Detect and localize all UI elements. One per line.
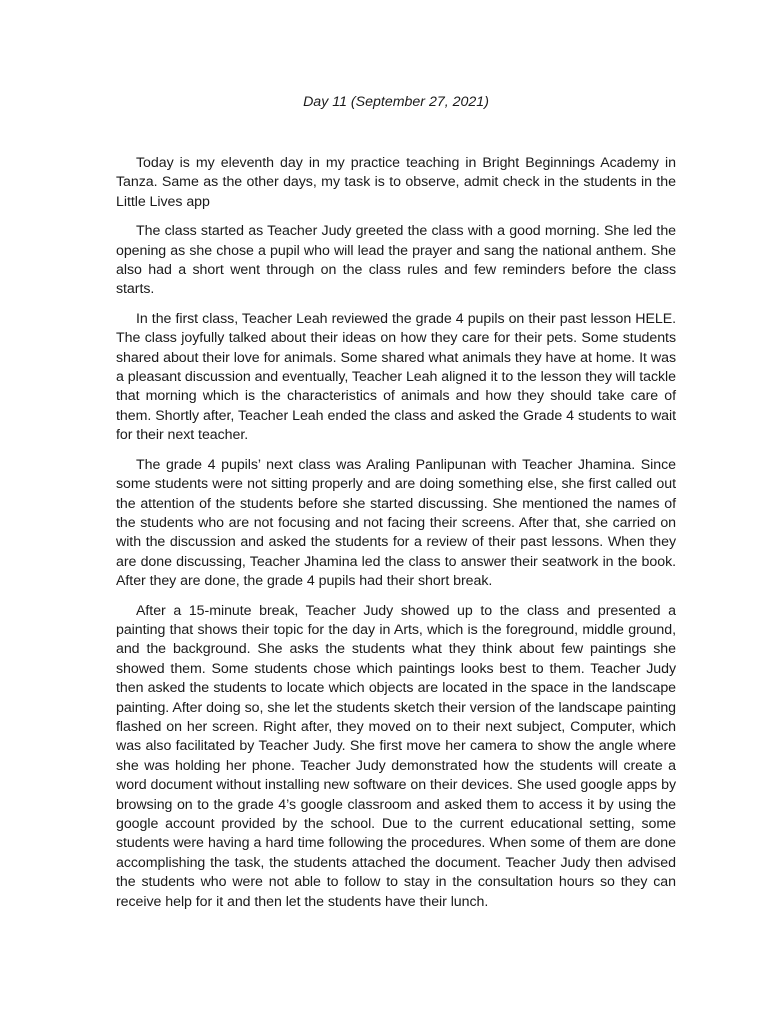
paragraph-arts-computer: After a 15-minute break, Teacher Judy showed up to the class and presented a painting that shows their topic for the day in Arts, which is the foreground, middle ground, and the background. She asks the students what they think about few paintings she showed them. Some students chose which paintings looks best to them. Teacher Judy then asked the students to locate which objects are located in the space in the landscape painting. After doing so, she let the students sketch their version of the landscape painting flashed on her screen. Right after, they moved on to their next subject, Computer, which was also facilitated by Teacher Judy. She first move her camera to show the angle where she was holding her phone. Teacher Judy demonstrated how the students will create a word document without installing new software on their devices. She used google apps by browsing on to the grade 4’s google classroom and asked them to access it by using the google account provided by the school. Due to the current educational setting, some students were having a hard time following the procedures. When some of them are done accomplishing the task, the students attached the document. Teacher Judy then advised the students who were not able to follow to stay in the consultation hours so they can receive help for it and then let the students have their lunch. [116, 602, 676, 910]
page-title: Day 11 (September 27, 2021) [303, 94, 489, 110]
paragraph-opening: The class started as Teacher Judy greeted the class with a good morning. She led the opening as she chose a pupil who will lead the prayer and sang the national anthem. She also had a short went through on the class rules and few reminders before the class starts. [116, 223, 676, 298]
document-page [116, 92, 676, 922]
paragraph-intro: Today is my eleventh day in my practice teaching in Bright Beginnings Academy in Tanza. Same as the other days, my task is to observe, admit check in the students in the Little Lives app [116, 155, 676, 210]
paragraph-araling-panlipunan: The grade 4 pupils’ next class was Araling Panlipunan with Teacher Jhamina. Since some students were not sitting properly and are doing something else, she first called out the attention of the students before she started discussing. She mentioned the names of the students who are not focusing and not facing their screens. After that, she carried on with the discussion and asked the students for a review of their past lessons. When they are done discussing, Teacher Jhamina led the class to answer their seatwork in the book. After they are done, the grade 4 pupils had their short break. [116, 456, 676, 590]
paragraph-first-class: In the first class, Teacher Leah reviewed the grade 4 pupils on their past lesson HELE. The class joyfully talked about their ideas on how they care for their pets. Some students shared about their love for animals. Some shared what animals they have at home. It was a pleasant discussion and eventually, Teacher Leah aligned it to the lesson they will tackle that morning which is the characteristics of animals and how they should take care of them. Shortly after, Teacher Leah ended the class and asked the Grade 4 students to wait for their next teacher. [116, 310, 676, 444]
